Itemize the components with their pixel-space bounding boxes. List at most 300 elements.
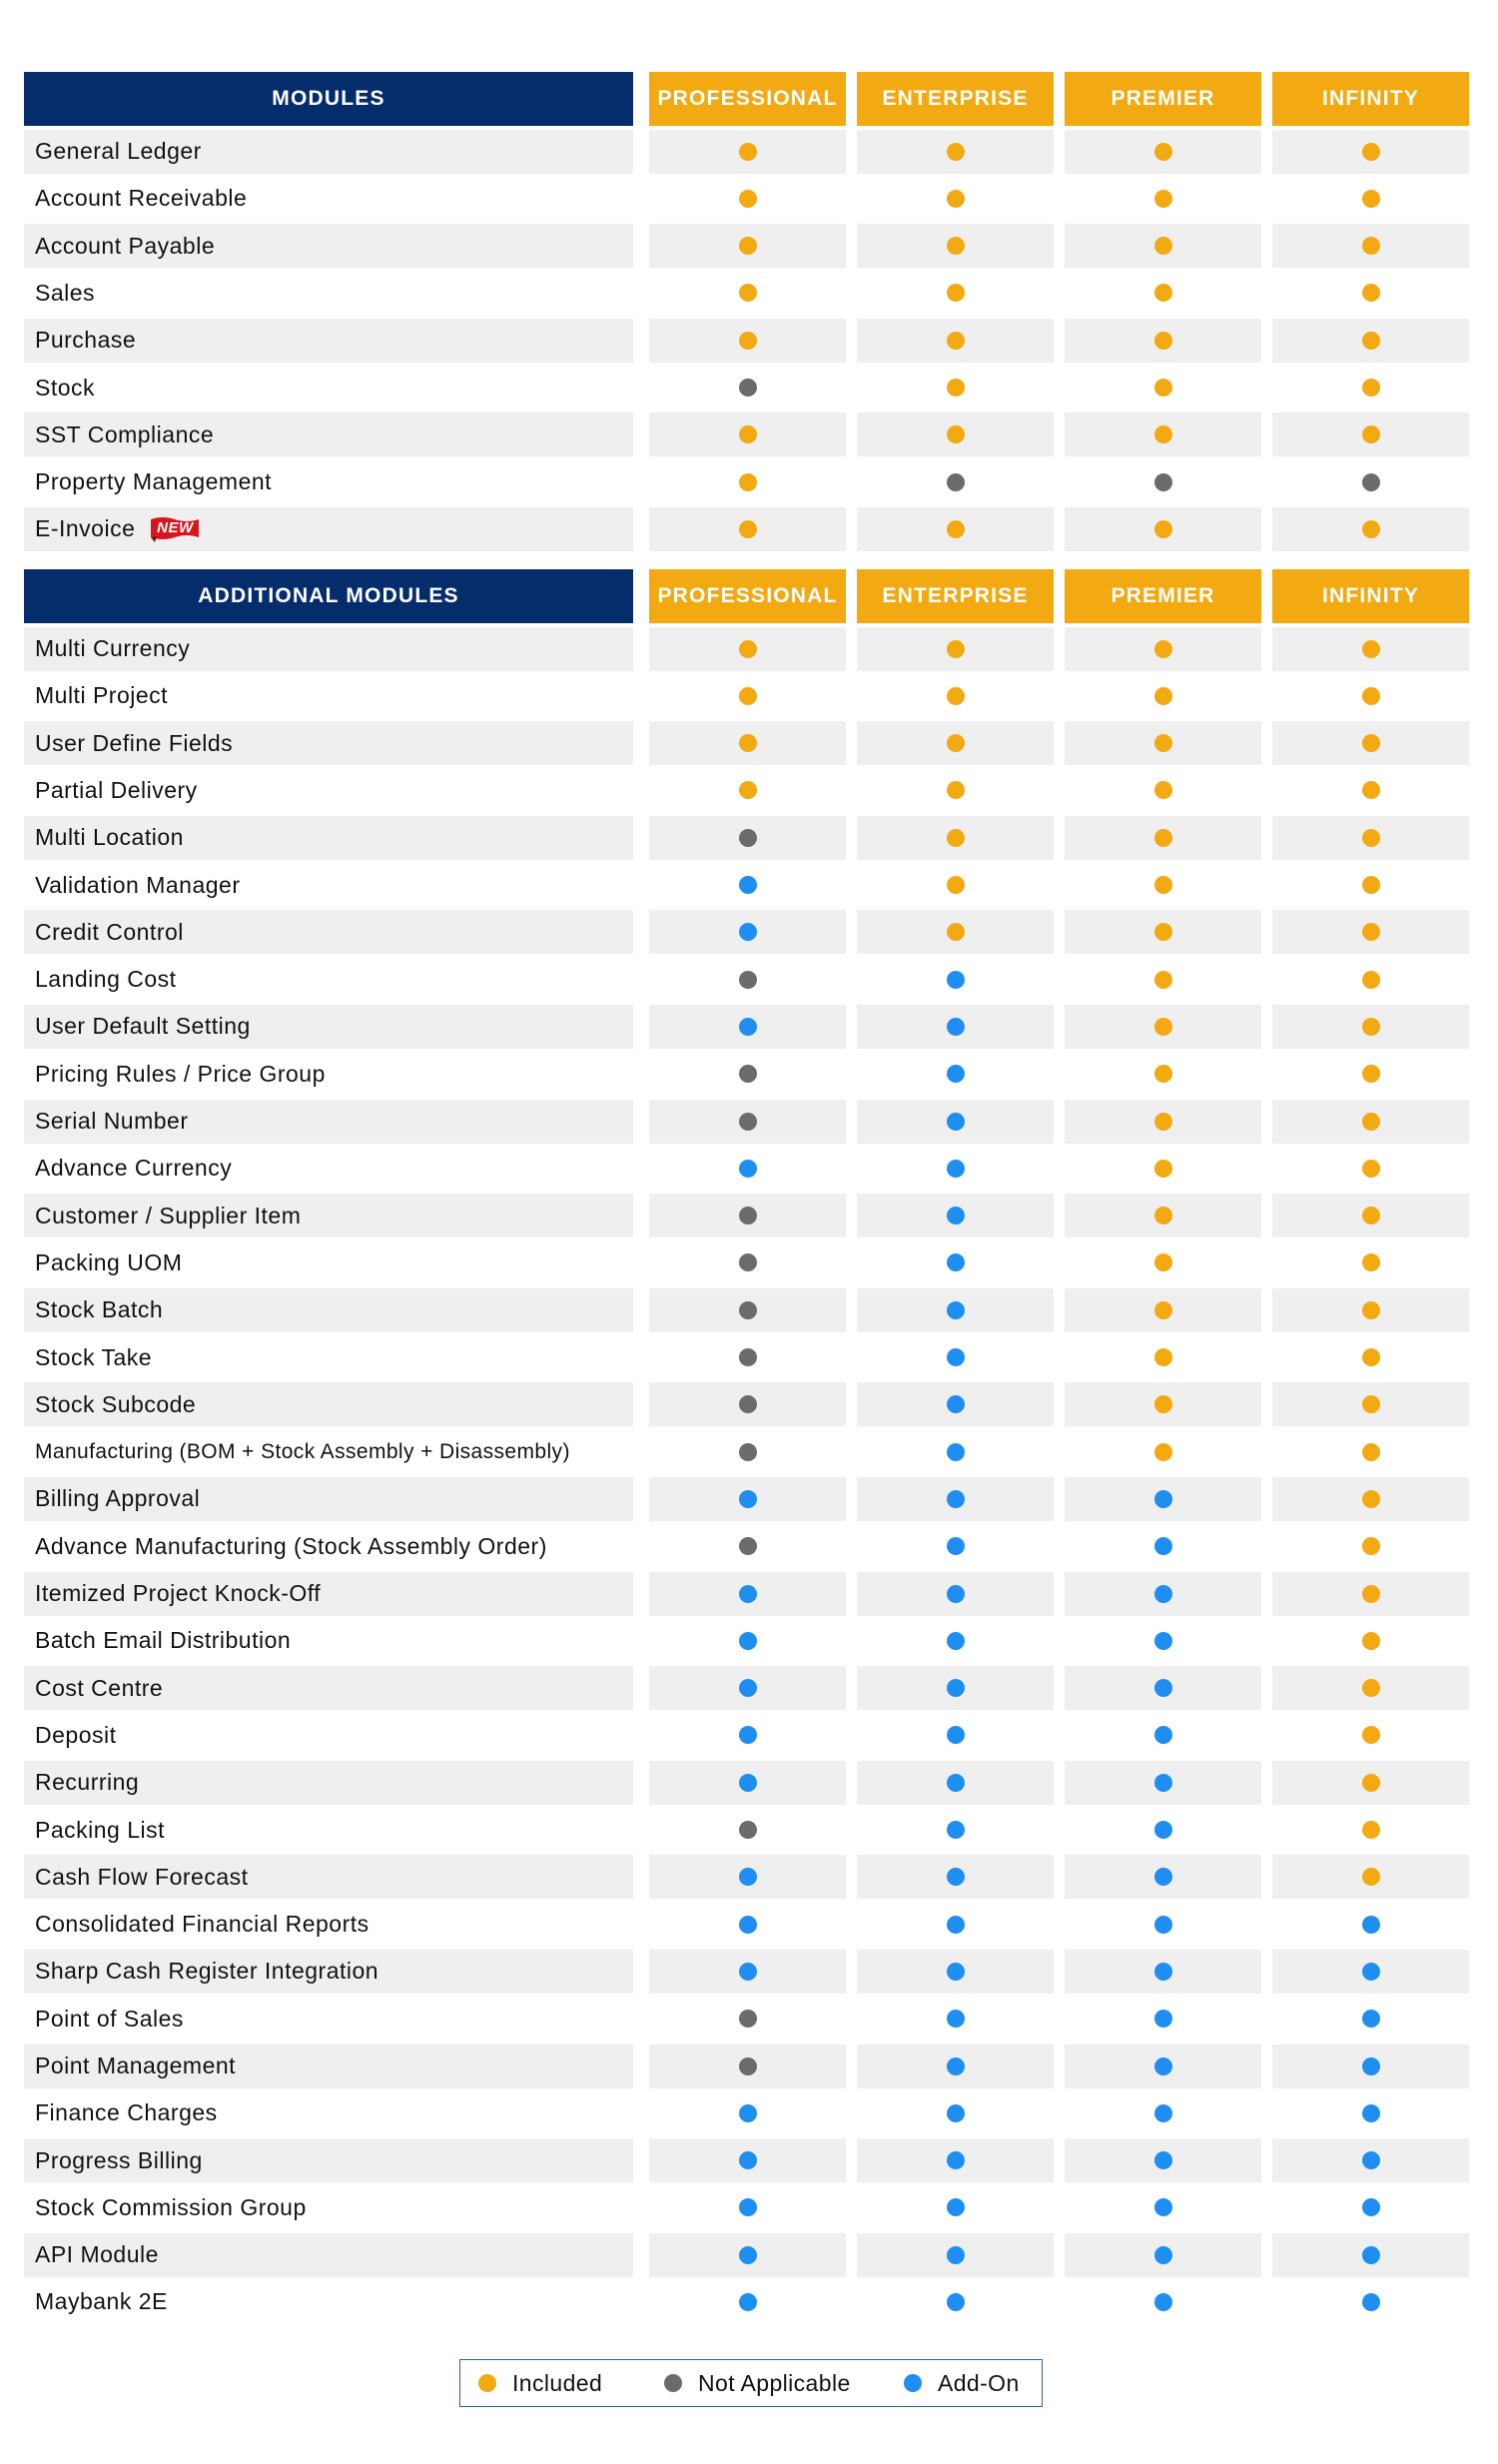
module-name: Purchase (35, 327, 137, 354)
included-dot-icon (739, 284, 757, 302)
status-cell-enterprise (857, 910, 1054, 954)
status-cell-professional (649, 1147, 846, 1191)
status-cell-infinity (1272, 910, 1469, 954)
included-dot-icon (1362, 1301, 1380, 1319)
status-cell-enterprise (857, 177, 1054, 221)
status-cell-enterprise (857, 1666, 1054, 1710)
legend (459, 2359, 1043, 2407)
add-on-dot-icon (739, 1774, 757, 1792)
status-cell-infinity (1272, 816, 1469, 860)
add-on-dot-icon (947, 2151, 965, 2169)
module-name: Stock Subcode (35, 1390, 197, 1417)
new-badge (147, 513, 203, 545)
status-cell-infinity (1272, 177, 1469, 221)
module-name-cell (24, 1194, 633, 1237)
status-cell-premier (1065, 224, 1261, 268)
status-cell-infinity (1272, 1005, 1469, 1049)
status-cell-professional (649, 1005, 846, 1049)
status-cell-premier (1065, 271, 1261, 315)
add-on-dot-icon (1362, 2057, 1380, 2075)
legend-add-on (904, 2370, 1020, 2397)
status-cell-professional (649, 1855, 846, 1899)
status-cell-professional (649, 224, 846, 268)
status-cell-professional (649, 1808, 846, 1852)
add-on-dot-icon (947, 1207, 965, 1225)
table-row (24, 1051, 1474, 1098)
plan-header-premier: PREMIER (1065, 569, 1261, 623)
status-cell-premier (1065, 674, 1261, 718)
add-on-dot-icon (947, 1065, 965, 1083)
module-name: Point Management (35, 2053, 237, 2078)
status-cell-premier (1065, 816, 1261, 860)
table-row (24, 2184, 1474, 2231)
module-name-cell (24, 1524, 633, 1568)
included-dot-icon (1362, 687, 1380, 705)
status-cell-infinity (1272, 627, 1469, 671)
module-name-cell (24, 2280, 633, 2324)
status-cell-professional (649, 1572, 846, 1616)
module-name: Deposit (35, 1721, 117, 1748)
status-cell-infinity (1272, 1666, 1469, 1710)
table-row (24, 364, 1474, 411)
module-name-cell (24, 1619, 633, 1663)
status-cell-professional (649, 366, 846, 410)
included-dot-icon (1362, 1821, 1380, 1839)
module-name: Stock (35, 374, 96, 401)
add-on-dot-icon (947, 971, 965, 989)
status-cell-infinity (1272, 2280, 1469, 2324)
module-name-cell (24, 1903, 633, 1947)
status-cell-premier (1065, 2091, 1261, 2135)
included-dot-icon (1154, 1160, 1172, 1178)
status-cell-enterprise (857, 1382, 1054, 1426)
status-cell-premier (1065, 768, 1261, 812)
table-row (24, 2043, 1474, 2089)
status-cell-professional (649, 1240, 846, 1284)
table-row (24, 1570, 1474, 1617)
add-on-dot-icon (947, 1253, 965, 1271)
included-dot-icon (1154, 1113, 1172, 1131)
status-cell-professional (649, 674, 846, 718)
module-name-cell (24, 366, 633, 410)
status-cell-premier (1065, 958, 1261, 1002)
status-cell-enterprise (857, 319, 1054, 363)
included-dot-icon (1154, 1395, 1172, 1413)
module-name: Progress Billing (35, 2146, 203, 2173)
included-dot-icon (947, 876, 965, 894)
add-on-dot-icon (947, 1585, 965, 1603)
module-name-cell (24, 721, 633, 765)
status-cell-premier (1065, 1194, 1261, 1237)
status-cell-professional (649, 627, 846, 671)
status-cell-professional (649, 1666, 846, 1710)
included-dot-icon (1362, 1632, 1380, 1650)
table-row (24, 720, 1474, 767)
included-dot-icon (1362, 1348, 1380, 1366)
status-cell-infinity (1272, 412, 1469, 456)
not-applicable-dot-icon (664, 2374, 682, 2392)
included-dot-icon (947, 781, 965, 799)
module-name: Multi Project (35, 682, 169, 709)
status-cell-premier (1065, 1713, 1261, 1757)
included-dot-icon (739, 425, 757, 443)
status-cell-premier (1065, 1005, 1261, 1049)
included-dot-icon (1154, 1065, 1172, 1083)
status-cell-infinity (1272, 2045, 1469, 2088)
included-dot-icon (947, 829, 965, 847)
status-cell-premier (1065, 1950, 1261, 1994)
status-cell-enterprise (857, 1335, 1054, 1379)
status-cell-enterprise (857, 1808, 1054, 1852)
add-on-dot-icon (739, 1868, 757, 1886)
included-dot-icon (1362, 1443, 1380, 1461)
status-cell-enterprise (857, 460, 1054, 504)
table-row (24, 1098, 1474, 1145)
module-name: Itemized Project Knock-Off (35, 1580, 322, 1607)
included-dot-icon (947, 332, 965, 350)
module-name-cell (24, 224, 633, 268)
status-cell-infinity (1272, 1477, 1469, 1521)
status-cell-enterprise (857, 1147, 1054, 1191)
module-name-cell (24, 1666, 633, 1710)
included-dot-icon (1362, 1537, 1380, 1555)
status-cell-enterprise (857, 1619, 1054, 1663)
add-on-dot-icon (947, 1868, 965, 1886)
table-row (24, 2089, 1474, 2136)
included-dot-icon (1362, 1868, 1380, 1886)
add-on-dot-icon (1154, 2010, 1172, 2028)
included-dot-icon (739, 473, 757, 491)
module-name: SST Compliance (35, 420, 215, 447)
add-on-dot-icon (1154, 1679, 1172, 1697)
add-on-dot-icon (739, 2104, 757, 2122)
status-cell-infinity (1272, 1147, 1469, 1191)
status-cell-infinity (1272, 1855, 1469, 1899)
module-name-cell (24, 1950, 633, 1994)
status-cell-infinity (1272, 366, 1469, 410)
status-cell-professional (649, 1903, 846, 1947)
add-on-dot-icon (1362, 2198, 1380, 2216)
status-cell-enterprise (857, 2280, 1054, 2324)
add-on-dot-icon (1362, 2246, 1380, 2264)
not-applicable-dot-icon (739, 1395, 757, 1413)
table-row (24, 1239, 1474, 1286)
module-name: Validation Manager (35, 871, 241, 898)
included-dot-icon (947, 379, 965, 397)
included-dot-icon (1362, 971, 1380, 989)
status-cell-professional (649, 130, 846, 174)
new-badge-label: NEW (157, 519, 194, 537)
status-cell-enterprise (857, 2185, 1054, 2229)
status-cell-enterprise (857, 224, 1054, 268)
included-dot-icon (1154, 781, 1172, 799)
status-cell-professional (649, 958, 846, 1002)
included-dot-icon (1362, 1490, 1380, 1508)
included-dot-icon (1362, 1018, 1380, 1036)
table-row (24, 458, 1474, 505)
module-name: Point of Sales (35, 2005, 184, 2032)
module-name-cell (24, 1477, 633, 1521)
add-on-dot-icon (1154, 1632, 1172, 1650)
module-name: Stock Commission Group (35, 2193, 307, 2220)
table-row (24, 1948, 1474, 1995)
add-on-dot-icon (1154, 1821, 1172, 1839)
included-dot-icon (1362, 1065, 1380, 1083)
status-cell-premier (1065, 1240, 1261, 1284)
table-row (24, 909, 1474, 956)
table-row (24, 625, 1474, 672)
table-row (24, 956, 1474, 1003)
status-cell-premier (1065, 1430, 1261, 1474)
not-applicable-dot-icon (739, 1301, 757, 1319)
status-cell-enterprise (857, 2138, 1054, 2182)
status-cell-infinity (1272, 1335, 1469, 1379)
included-dot-icon (1362, 734, 1380, 752)
status-cell-premier (1065, 2138, 1261, 2182)
table-row (24, 1428, 1474, 1475)
table-row (24, 767, 1474, 814)
module-name: Sales (35, 279, 96, 306)
additional-modules-header-row (24, 569, 1474, 623)
included-dot-icon (739, 781, 757, 799)
status-cell-enterprise (857, 721, 1054, 765)
included-dot-icon (1154, 640, 1172, 658)
included-dot-icon (1362, 1113, 1380, 1131)
included-dot-icon (1154, 876, 1172, 894)
included-dot-icon (1362, 284, 1380, 302)
status-cell-infinity (1272, 1713, 1469, 1757)
status-cell-enterprise (857, 1524, 1054, 1568)
status-cell-infinity (1272, 1240, 1469, 1284)
add-on-dot-icon (947, 1160, 965, 1178)
status-cell-professional (649, 816, 846, 860)
status-cell-infinity (1272, 460, 1469, 504)
status-cell-enterprise (857, 2233, 1054, 2277)
status-cell-infinity (1272, 130, 1469, 174)
not-applicable-dot-icon (739, 1443, 757, 1461)
module-name: Maybank 2E (35, 2288, 168, 2315)
module-name-cell (24, 130, 633, 174)
module-name: Pricing Rules / Price Group (35, 1060, 326, 1087)
add-on-dot-icon (1154, 2057, 1172, 2075)
status-cell-infinity (1272, 2138, 1469, 2182)
included-dot-icon (739, 520, 757, 538)
table-row (24, 2231, 1474, 2278)
module-name-cell (24, 910, 633, 954)
included-dot-icon (739, 190, 757, 208)
module-name-cell (24, 2138, 633, 2182)
module-name-cell (24, 1761, 633, 1805)
module-name-cell (24, 412, 633, 456)
status-cell-infinity (1272, 721, 1469, 765)
module-name: Billing Approval (35, 1485, 201, 1512)
status-cell-infinity (1272, 1997, 1469, 2041)
module-name: Property Management (35, 468, 273, 495)
status-cell-premier (1065, 1997, 1261, 2041)
add-on-dot-icon (1154, 2293, 1172, 2311)
table-row (24, 223, 1474, 270)
status-cell-premier (1065, 1903, 1261, 1947)
status-cell-premier (1065, 1761, 1261, 1805)
table-row (24, 128, 1474, 175)
status-cell-professional (649, 271, 846, 315)
add-on-dot-icon (904, 2374, 922, 2392)
add-on-dot-icon (739, 1679, 757, 1697)
status-cell-professional (649, 177, 846, 221)
table-row (24, 1333, 1474, 1380)
included-dot-icon (1362, 1395, 1380, 1413)
table-row (24, 1806, 1474, 1853)
modules-header-row (24, 72, 1474, 126)
module-name: Multi Currency (35, 635, 191, 662)
status-cell-infinity (1272, 2233, 1469, 2277)
status-cell-premier (1065, 1619, 1261, 1663)
status-cell-infinity (1272, 224, 1469, 268)
module-name: Landing Cost (35, 966, 177, 993)
legend-not-applicable (664, 2370, 904, 2397)
add-on-dot-icon (947, 2057, 965, 2075)
included-dot-icon (1154, 923, 1172, 941)
table-row (24, 175, 1474, 222)
add-on-dot-icon (739, 923, 757, 941)
module-name-cell (24, 319, 633, 363)
status-cell-premier (1065, 2233, 1261, 2277)
not-applicable-dot-icon (739, 2010, 757, 2028)
add-on-dot-icon (947, 1774, 965, 1792)
module-name-cell (24, 460, 633, 504)
plan-header-enterprise: ENTERPRISE (857, 72, 1054, 126)
included-dot-icon (1362, 1585, 1380, 1603)
status-cell-enterprise (857, 958, 1054, 1002)
table-row (24, 1193, 1474, 1239)
included-dot-icon (1362, 190, 1380, 208)
status-cell-premier (1065, 627, 1261, 671)
included-dot-icon (1154, 379, 1172, 397)
add-on-dot-icon (739, 2246, 757, 2264)
status-cell-premier (1065, 1100, 1261, 1144)
module-name: Partial Delivery (35, 776, 198, 803)
status-cell-infinity (1272, 674, 1469, 718)
not-applicable-dot-icon (1362, 473, 1380, 491)
table-row (24, 505, 1474, 552)
add-on-dot-icon (947, 2010, 965, 2028)
status-cell-professional (649, 460, 846, 504)
status-cell-infinity (1272, 1761, 1469, 1805)
add-on-dot-icon (947, 1632, 965, 1650)
not-applicable-dot-icon (739, 2057, 757, 2075)
status-cell-enterprise (857, 1240, 1054, 1284)
included-dot-icon (1362, 237, 1380, 255)
add-on-dot-icon (1154, 1963, 1172, 1981)
status-cell-professional (649, 507, 846, 551)
status-cell-infinity (1272, 1572, 1469, 1616)
status-cell-infinity (1272, 1524, 1469, 1568)
status-cell-professional (649, 1382, 846, 1426)
add-on-dot-icon (1154, 2151, 1172, 2169)
included-dot-icon (1362, 143, 1380, 161)
status-cell-enterprise (857, 863, 1054, 907)
table-row (24, 1617, 1474, 1664)
status-cell-enterprise (857, 366, 1054, 410)
status-cell-infinity (1272, 1100, 1469, 1144)
table-row (24, 1901, 1474, 1948)
add-on-dot-icon (947, 1679, 965, 1697)
module-name: Sharp Cash Register Integration (35, 1958, 379, 1985)
status-cell-infinity (1272, 1288, 1469, 1332)
included-dot-icon (1154, 284, 1172, 302)
add-on-dot-icon (739, 1916, 757, 1934)
status-cell-enterprise (857, 412, 1054, 456)
module-name-cell (24, 1240, 633, 1284)
additional-modules-header: ADDITIONAL MODULES (24, 569, 633, 623)
add-on-dot-icon (1154, 1585, 1172, 1603)
add-on-dot-icon (947, 2198, 965, 2216)
status-cell-professional (649, 2138, 846, 2182)
included-dot-icon (947, 190, 965, 208)
included-dot-icon (1154, 734, 1172, 752)
add-on-dot-icon (1362, 2104, 1380, 2122)
module-name: Advance Manufacturing (Stock Assembly Order) (35, 1532, 547, 1559)
status-cell-premier (1065, 2185, 1261, 2229)
module-name: Packing UOM (35, 1248, 183, 1275)
status-cell-premier (1065, 1052, 1261, 1096)
status-cell-enterprise (857, 768, 1054, 812)
module-name-cell (24, 1430, 633, 1474)
module-name-cell (24, 1808, 633, 1852)
not-applicable-dot-icon (739, 829, 757, 847)
status-cell-enterprise (857, 1997, 1054, 2041)
status-cell-enterprise (857, 1005, 1054, 1049)
status-cell-enterprise (857, 1430, 1054, 1474)
included-dot-icon (947, 640, 965, 658)
add-on-dot-icon (1154, 1774, 1172, 1792)
status-cell-infinity (1272, 271, 1469, 315)
included-dot-icon (1154, 425, 1172, 443)
module-name-cell (24, 1335, 633, 1379)
included-dot-icon (1362, 425, 1380, 443)
not-applicable-dot-icon (739, 1537, 757, 1555)
included-dot-icon (1362, 1207, 1380, 1225)
included-dot-icon (947, 143, 965, 161)
status-cell-enterprise (857, 1855, 1054, 1899)
table-row (24, 1381, 1474, 1428)
included-dot-icon (947, 284, 965, 302)
add-on-dot-icon (739, 1963, 757, 1981)
module-name: Batch Email Distribution (35, 1627, 292, 1654)
add-on-dot-icon (947, 1726, 965, 1744)
add-on-dot-icon (947, 1348, 965, 1366)
table-row (24, 1712, 1474, 1759)
add-on-dot-icon (947, 2293, 965, 2311)
status-cell-infinity (1272, 958, 1469, 1002)
status-cell-professional (649, 1430, 846, 1474)
included-dot-icon (947, 520, 965, 538)
status-cell-enterprise (857, 1950, 1054, 1994)
status-cell-enterprise (857, 507, 1054, 551)
status-cell-premier (1065, 1477, 1261, 1521)
status-cell-enterprise (857, 1761, 1054, 1805)
included-dot-icon (739, 734, 757, 752)
plan-header-professional: PROFESSIONAL (649, 72, 846, 126)
status-cell-premier (1065, 721, 1261, 765)
included-dot-icon (1362, 1160, 1380, 1178)
module-name-cell (24, 1997, 633, 2041)
included-dot-icon (739, 332, 757, 350)
status-cell-infinity (1272, 863, 1469, 907)
add-on-dot-icon (947, 1537, 965, 1555)
not-applicable-dot-icon (739, 1821, 757, 1839)
status-cell-enterprise (857, 1194, 1054, 1237)
